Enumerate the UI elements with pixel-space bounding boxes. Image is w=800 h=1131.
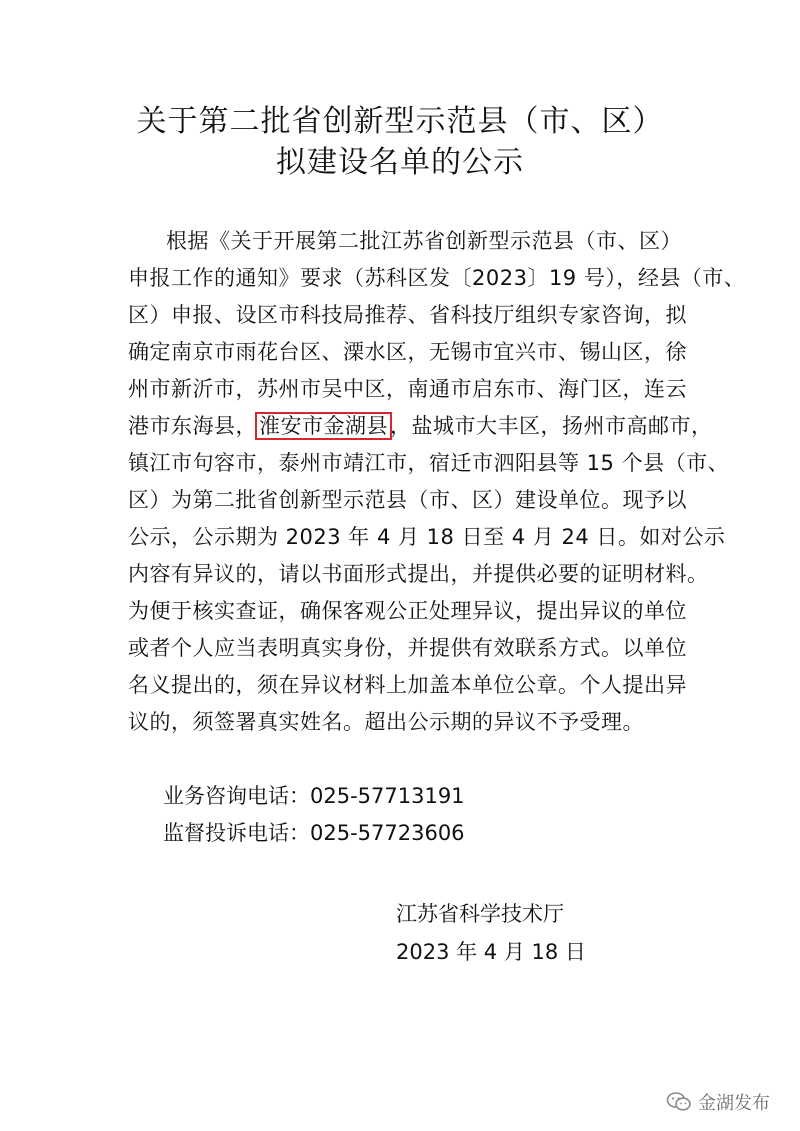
body-segment: 港市东海县， (128, 414, 257, 438)
supervision-phone: 监督投诉电话：025-57723606 (163, 821, 465, 845)
body-line: 州市新沂市，苏州市吴中区，南通市启东市、海门区，连云 (128, 377, 687, 401)
watermark (666, 1089, 770, 1115)
highlighted-county: 淮安市金湖县 (259, 414, 388, 438)
body-line: 确定南京市雨花台区、溧水区，无锡市宜兴市、锡山区，徐 (128, 340, 687, 364)
business-phone: 业务咨询电话：025-57713191 (163, 784, 465, 808)
body-line: 申报工作的通知》要求（苏科区发〔2023〕19 号），经县（市、 (128, 266, 746, 290)
signer-name: 江苏省科学技术厅 (396, 902, 564, 926)
signature-date: 2023 年 4 月 18 日 (396, 940, 586, 964)
body-line: 内容有异议的，请以书面形式提出，并提供必要的证明材料。 (128, 562, 709, 586)
body-line: 区）申报、设区市科技局推荐、省科技厅组织专家咨询，拟 (128, 303, 687, 327)
body-segment: ，盐城市大丰区，扬州市高邮市， (390, 414, 713, 438)
body-line: 镇江市句容市，泰州市靖江市，宿迁市泗阳县等 15 个县（市、 (128, 451, 730, 475)
body-line: 名义提出的，须在异议材料上加盖本单位公章。个人提出异 (128, 673, 687, 697)
document-title-line-1: 关于第二批省创新型示范县（市、区） (136, 104, 664, 139)
body-line: 根据《关于开展第二批江苏省创新型示范县（市、区） (166, 229, 682, 253)
wechat-icon (666, 1091, 692, 1113)
document-title-line-2: 拟建设名单的公示 (276, 145, 524, 180)
body-line: 议的，须签署真实姓名。超出公示期的异议不予受理。 (128, 710, 644, 734)
watermark-text: 金湖发布 (698, 1093, 770, 1114)
body-line: 区）为第二批省创新型示范县（市、区）建设单位。现予以 (128, 488, 687, 512)
body-line: 公示，公示期为 2023 年 4 月 18 日至 4 月 24 日。如对公示 (128, 525, 726, 549)
body-line: 或者个人应当表明真实身份，并提供有效联系方式。以单位 (128, 636, 687, 660)
body-line: 为便于核实查证，确保客观公正处理异议，提出异议的单位 (128, 599, 687, 623)
body-line-highlight-row (128, 408, 713, 445)
